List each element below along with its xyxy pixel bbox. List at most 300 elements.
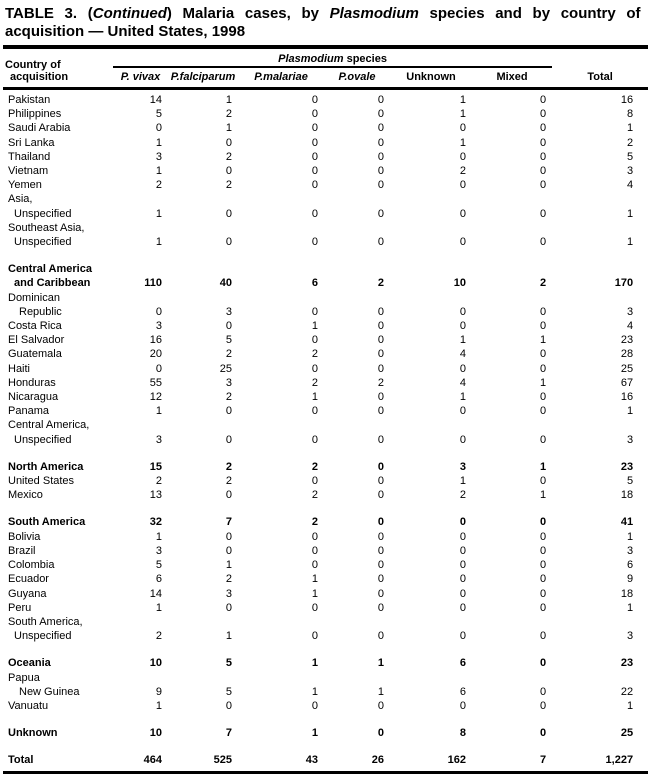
cell-value [390, 615, 472, 629]
row-label: Brazil [8, 544, 36, 557]
row-label: South America [8, 516, 86, 529]
table-row [3, 656, 648, 670]
table-row [3, 390, 648, 404]
cell-value: 2 [225, 475, 232, 488]
cell-value: 0 [539, 108, 547, 121]
cell-total [552, 192, 648, 206]
cell-total [552, 418, 648, 432]
spanner-word: species [343, 53, 387, 65]
cell-value [168, 291, 238, 305]
cell-value: 0 [311, 362, 318, 375]
row-label: Guatemala [8, 348, 62, 361]
spacer-row [3, 643, 648, 656]
cell-value: 0 [459, 179, 466, 192]
cell-value: 0 [311, 136, 318, 149]
cell-value [238, 262, 324, 276]
cell-value: 1 [539, 489, 547, 502]
cell-value: 0 [311, 699, 318, 712]
cell-value: 40 [219, 277, 232, 290]
cell-value: 0 [539, 657, 547, 670]
cell-value: 0 [539, 348, 547, 361]
cell-value: 25 [219, 362, 232, 375]
row-label: Papua [8, 671, 40, 684]
cell-total: 1 [626, 207, 634, 220]
cell-value [324, 671, 390, 685]
table-row [3, 515, 648, 529]
cell-value [472, 262, 552, 276]
cell-value: 1 [155, 699, 162, 712]
table-row [3, 107, 648, 121]
stub-line2: acquisition [10, 71, 69, 83]
cell-value: 0 [377, 150, 384, 163]
table-row [3, 121, 648, 135]
cell-total [552, 291, 648, 305]
cell-total: 28 [620, 348, 634, 361]
cell-total: 3 [626, 305, 634, 318]
cell-value: 0 [377, 559, 384, 572]
cell-value [324, 192, 390, 206]
cell-value: 12 [149, 391, 162, 404]
cell-value: 0 [311, 601, 318, 614]
cell-value: 0 [225, 433, 232, 446]
row-label: Unknown [8, 727, 58, 740]
cell-value: 0 [539, 207, 547, 220]
cell-value: 15 [149, 460, 162, 473]
table-row [3, 376, 648, 390]
cell-value: 1 [225, 630, 232, 643]
row-label: Haiti [8, 362, 31, 375]
table-row [3, 347, 648, 361]
cell-value: 0 [539, 699, 547, 712]
spanner-genus: Plasmodium [278, 53, 344, 65]
table-header [3, 49, 648, 89]
table-row [3, 305, 648, 319]
cell-value [390, 671, 472, 685]
cell-value: 0 [539, 685, 547, 698]
cell-value [390, 291, 472, 305]
table-row [3, 192, 648, 206]
cell-value: 0 [311, 150, 318, 163]
cell-value: 0 [459, 601, 466, 614]
cell-value: 0 [459, 559, 466, 572]
row-label: North America [8, 460, 84, 473]
cell-value [113, 291, 168, 305]
cell-total [552, 671, 648, 685]
cell-value [472, 192, 552, 206]
column-header-malariae: P.malariae [238, 67, 324, 89]
cell-value: 0 [539, 150, 547, 163]
cell-value: 0 [225, 405, 232, 418]
cell-value: 1 [225, 559, 232, 572]
cell-total: 9 [626, 573, 634, 586]
total-spacer [552, 49, 648, 67]
cell-value [113, 192, 168, 206]
cell-value: 0 [377, 320, 384, 333]
cell-value: 0 [377, 573, 384, 586]
cell-total: 1 [626, 405, 634, 418]
cell-value: 0 [225, 236, 232, 249]
row-label: Guyana [8, 587, 47, 600]
cell-value: 0 [539, 236, 547, 249]
cell-value: 0 [377, 630, 384, 643]
table-row [3, 262, 648, 276]
cell-value: 0 [225, 699, 232, 712]
cell-value: 3 [155, 320, 162, 333]
cell-value: 162 [447, 754, 466, 767]
cell-value: 0 [539, 179, 547, 192]
cell-value: 0 [539, 433, 547, 446]
row-label: Unspecified [14, 433, 72, 446]
row-label: Central America [8, 263, 92, 276]
cell-value [324, 615, 390, 629]
table-row [3, 587, 648, 601]
cell-total: 1 [626, 122, 634, 135]
cell-value: 0 [377, 405, 384, 418]
cell-value: 0 [377, 475, 384, 488]
cell-value: 0 [311, 530, 318, 543]
table-row [3, 221, 648, 235]
cell-value: 1 [155, 165, 162, 178]
cell-value: 0 [377, 362, 384, 375]
cell-value: 3 [225, 587, 232, 600]
cell-value: 1 [459, 391, 466, 404]
cell-value: 3 [225, 376, 232, 389]
cell-value [238, 192, 324, 206]
cell-value [390, 221, 472, 235]
cell-value: 10 [149, 657, 162, 670]
cell-total: 25 [620, 727, 634, 740]
cell-value: 2 [377, 277, 384, 290]
cell-value: 0 [539, 530, 547, 543]
row-label: and Caribbean [14, 277, 91, 290]
cell-total: 23 [620, 334, 634, 347]
cell-value: 1 [155, 207, 162, 220]
cell-value: 3 [155, 544, 162, 557]
row-label: Yemen [8, 179, 42, 192]
cell-value [238, 221, 324, 235]
cell-total [552, 262, 648, 276]
cell-value: 0 [377, 433, 384, 446]
table-row [3, 178, 648, 192]
cell-value: 3 [155, 433, 162, 446]
cell-value: 1 [539, 334, 547, 347]
cell-value: 0 [377, 489, 384, 502]
table-row [3, 558, 648, 572]
cell-value: 0 [539, 320, 547, 333]
cell-value [168, 418, 238, 432]
cell-total: 3 [626, 165, 634, 178]
cell-value: 0 [459, 699, 466, 712]
cell-value: 0 [311, 630, 318, 643]
cell-value: 4 [459, 348, 466, 361]
cell-total: 3 [626, 433, 634, 446]
cell-value: 1 [539, 376, 547, 389]
cell-value: 0 [459, 405, 466, 418]
cell-value: 5 [225, 657, 232, 670]
cell-value: 0 [539, 630, 547, 643]
cell-value [472, 615, 552, 629]
spacer-row [3, 249, 648, 262]
table-row [3, 207, 648, 221]
cell-value: 0 [225, 489, 232, 502]
cell-value: 2 [155, 179, 162, 192]
cell-value: 2 [155, 475, 162, 488]
cell-value [238, 291, 324, 305]
cell-value: 3 [225, 305, 232, 318]
cell-value: 0 [459, 516, 466, 529]
cell-value: 0 [377, 236, 384, 249]
cell-value: 6 [155, 573, 162, 586]
cell-value [472, 418, 552, 432]
cell-value: 2 [225, 179, 232, 192]
cell-value: 0 [225, 530, 232, 543]
cell-total: 3 [626, 544, 634, 557]
cell-value: 2 [311, 348, 318, 361]
cell-value: 1 [539, 460, 547, 473]
cell-value: 0 [311, 236, 318, 249]
cell-total: 5 [626, 150, 634, 163]
cell-value: 1 [459, 334, 466, 347]
cell-total: 1 [626, 699, 634, 712]
cell-total: 25 [620, 362, 634, 375]
cell-value: 0 [377, 587, 384, 600]
cell-value: 2 [459, 489, 466, 502]
cell-value: 13 [149, 489, 162, 502]
cell-value: 9 [155, 685, 162, 698]
cell-value [168, 221, 238, 235]
table-row [3, 136, 648, 150]
cell-value: 0 [459, 587, 466, 600]
cell-value: 4 [459, 376, 466, 389]
table-row [3, 319, 648, 333]
cell-value: 5 [155, 559, 162, 572]
cell-value: 0 [539, 544, 547, 557]
cell-value: 1 [155, 530, 162, 543]
cell-value: 2 [225, 573, 232, 586]
cell-value: 0 [377, 391, 384, 404]
cell-value: 10 [453, 277, 466, 290]
cell-value [168, 192, 238, 206]
cell-value: 0 [377, 544, 384, 557]
cell-value [472, 291, 552, 305]
cell-value: 0 [155, 122, 162, 135]
cell-value: 3 [459, 460, 466, 473]
cell-value: 0 [311, 108, 318, 121]
cell-total: 8 [626, 108, 634, 121]
table-row [3, 726, 648, 740]
row-label: Philippines [8, 108, 62, 121]
cell-total: 1 [626, 236, 634, 249]
cell-value: 32 [149, 516, 162, 529]
row-label: Thailand [8, 150, 51, 163]
table-row [3, 362, 648, 376]
spacer-row [3, 447, 648, 460]
cell-total: 22 [620, 685, 634, 698]
cell-value: 1 [311, 320, 318, 333]
cell-value: 6 [459, 685, 466, 698]
cell-value: 6 [311, 277, 318, 290]
cell-value: 0 [377, 460, 384, 473]
cell-value: 0 [539, 94, 547, 106]
cell-value: 0 [377, 207, 384, 220]
cell-value: 5 [155, 108, 162, 121]
cell-value: 0 [311, 207, 318, 220]
total-row [3, 753, 648, 772]
table-title [3, 5, 648, 41]
spacer-cell [3, 249, 648, 262]
row-label: Bolivia [8, 530, 41, 543]
cell-value: 0 [539, 559, 547, 572]
cell-value: 0 [377, 122, 384, 135]
cell-value: 0 [311, 405, 318, 418]
cell-value: 0 [225, 136, 232, 149]
table-row [3, 235, 648, 249]
cell-total: 23 [620, 460, 634, 473]
row-label: Central America, [8, 419, 90, 432]
cell-value: 0 [459, 362, 466, 375]
cell-value: 1 [155, 601, 162, 614]
cell-value: 26 [371, 754, 384, 767]
cell-value: 0 [459, 630, 466, 643]
cell-value: 1 [155, 136, 162, 149]
cell-value: 0 [311, 305, 318, 318]
cell-value: 5 [225, 685, 232, 698]
cell-value: 0 [377, 179, 384, 192]
cell-value: 0 [377, 108, 384, 121]
table-row [3, 685, 648, 699]
cell-value: 0 [155, 305, 162, 318]
row-label: Peru [8, 601, 32, 614]
cell-value [472, 671, 552, 685]
spacer-cell [3, 740, 648, 753]
column-header-falciparum: P.falciparum [168, 67, 238, 89]
cell-value: 0 [539, 475, 547, 488]
cell-value: 0 [539, 601, 547, 614]
cell-total: 6 [626, 559, 634, 572]
cell-value: 1 [311, 573, 318, 586]
table-row [3, 615, 648, 629]
row-label: Sri Lanka [8, 136, 55, 149]
cell-value: 0 [377, 727, 384, 740]
cell-value [390, 192, 472, 206]
cell-value: 1 [225, 122, 232, 135]
row-label: Ecuador [8, 573, 49, 586]
spacer-cell [3, 447, 648, 460]
cell-value: 2 [311, 376, 318, 389]
row-label: Saudi Arabia [8, 122, 71, 135]
cell-total: 1 [626, 530, 634, 543]
cell-value [472, 221, 552, 235]
cell-value: 0 [311, 179, 318, 192]
row-label: Oceania [8, 657, 51, 670]
cell-value [390, 418, 472, 432]
cell-value: 2 [225, 460, 232, 473]
cell-total: 67 [620, 376, 634, 389]
cell-value [324, 262, 390, 276]
cell-value [113, 615, 168, 629]
cell-value [324, 418, 390, 432]
cell-value [324, 291, 390, 305]
row-label: Honduras [8, 376, 56, 389]
row-label: South America, [8, 615, 83, 628]
cell-value: 0 [225, 601, 232, 614]
cell-total [552, 221, 648, 235]
stub-header [3, 49, 113, 89]
table-row [3, 150, 648, 164]
cell-total: 16 [620, 391, 634, 404]
table-row [3, 572, 648, 586]
cell-value: 0 [377, 530, 384, 543]
table-row [3, 488, 648, 502]
cell-value: 1 [459, 108, 466, 121]
cell-total: 5 [626, 475, 634, 488]
cell-value: 3 [155, 150, 162, 163]
row-label: Unspecified [14, 236, 72, 249]
cell-value [238, 418, 324, 432]
table-row [3, 164, 648, 178]
table-row [3, 291, 648, 305]
cell-value: 0 [459, 305, 466, 318]
cell-value: 0 [311, 559, 318, 572]
row-label: United States [8, 475, 75, 488]
cell-value: 0 [459, 530, 466, 543]
row-label: Nicaragua [8, 391, 59, 404]
table-title-line2: acquisition — United States, 1998 [5, 23, 246, 40]
cell-value: 2 [311, 516, 318, 529]
cell-value: 55 [149, 376, 162, 389]
cell-value: 0 [539, 305, 547, 318]
cell-value: 2 [225, 150, 232, 163]
cell-total: 41 [620, 516, 634, 529]
cell-value [113, 671, 168, 685]
cell-value: 2 [311, 489, 318, 502]
cell-value [168, 615, 238, 629]
cell-value: 0 [225, 544, 232, 557]
cell-value: 0 [311, 544, 318, 557]
cell-value: 0 [311, 122, 318, 135]
cell-value: 0 [459, 207, 466, 220]
spacer-row [3, 502, 648, 515]
cell-value: 0 [539, 362, 547, 375]
row-label: Pakistan [8, 94, 51, 106]
cell-value: 0 [459, 433, 466, 446]
cell-value: 14 [149, 94, 162, 106]
cell-value: 2 [311, 460, 318, 473]
cell-value: 0 [539, 165, 547, 178]
cell-value: 10 [149, 727, 162, 740]
table-row [3, 544, 648, 558]
cell-value: 110 [144, 277, 162, 290]
cell-value: 0 [539, 587, 547, 600]
cell-value: 0 [459, 573, 466, 586]
cell-value [168, 671, 238, 685]
malaria-cases-table [3, 49, 648, 774]
row-label: Southeast Asia, [8, 221, 85, 234]
cell-value: 7 [539, 754, 547, 767]
cell-value: 0 [225, 320, 232, 333]
cell-value: 0 [539, 516, 547, 529]
row-label: Colombia [8, 559, 55, 572]
spacer-row [3, 740, 648, 753]
cell-value: 5 [225, 334, 232, 347]
table-row [3, 276, 648, 290]
cell-value: 2 [377, 376, 384, 389]
cell-value [113, 262, 168, 276]
cell-value: 2 [225, 108, 232, 121]
cell-value: 0 [377, 94, 384, 106]
cell-value: 0 [459, 122, 466, 135]
cell-value: 0 [225, 165, 232, 178]
